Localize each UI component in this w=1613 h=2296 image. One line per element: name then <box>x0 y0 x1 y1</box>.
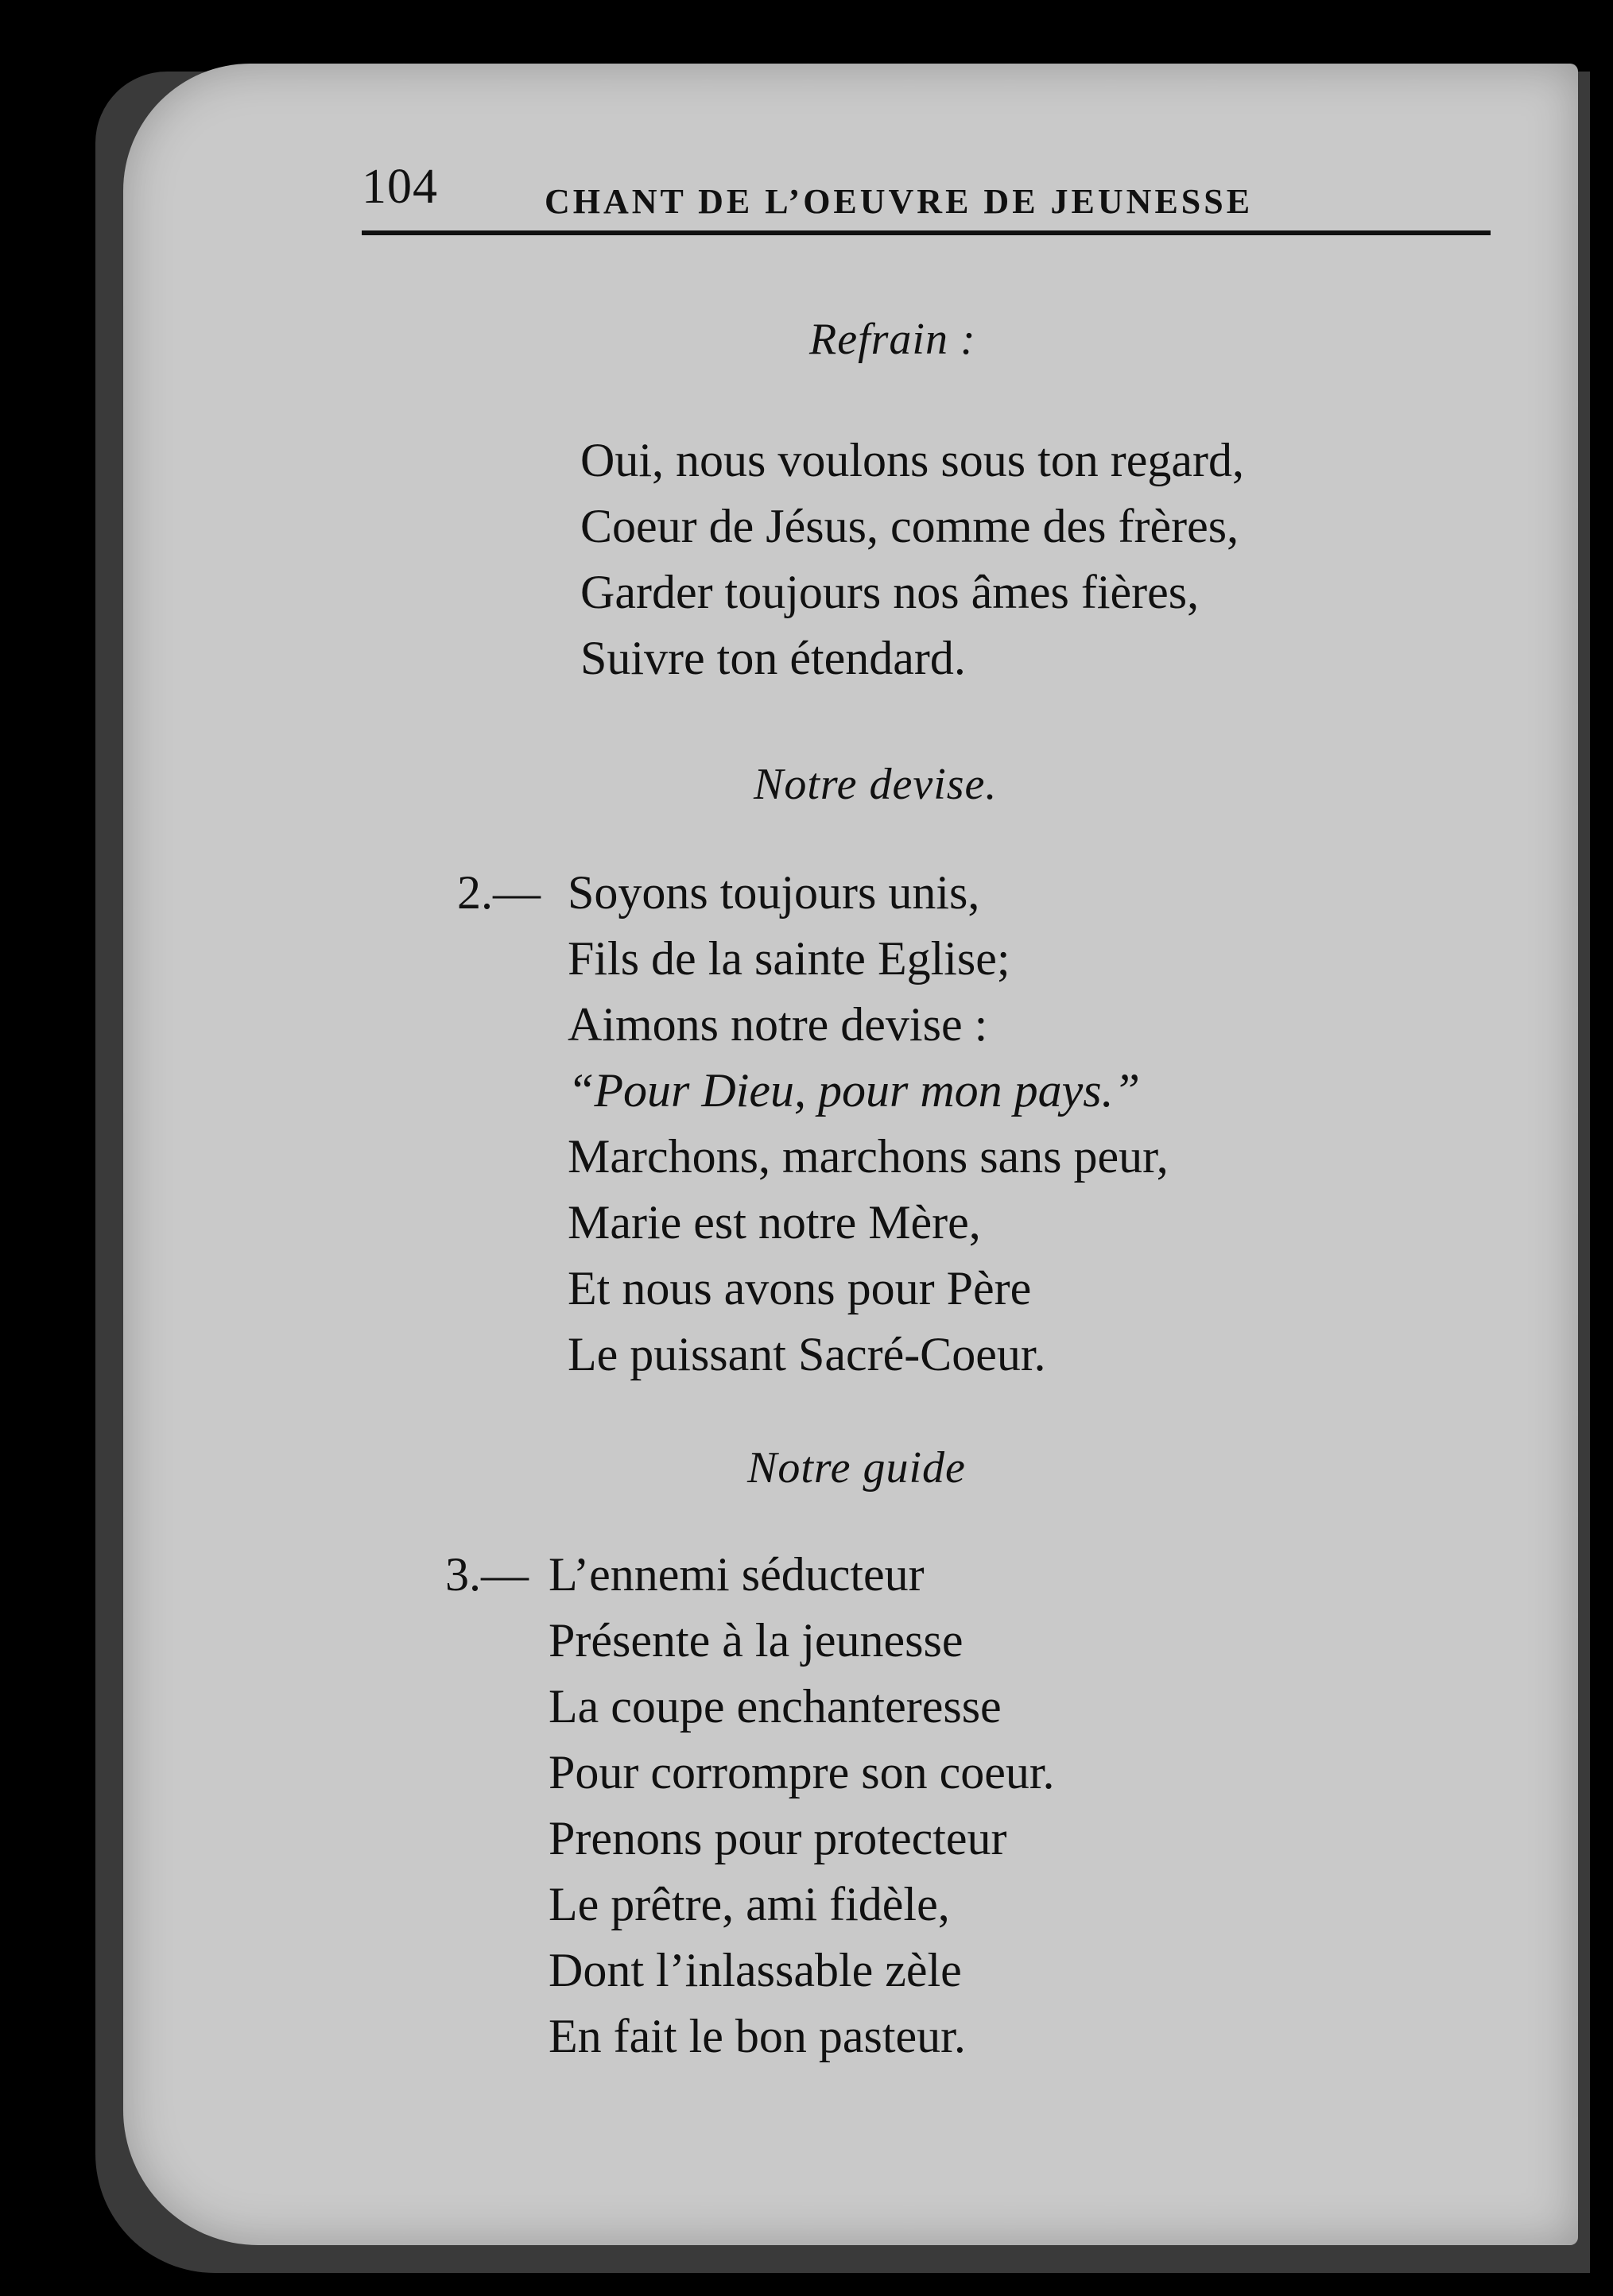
refrain-line: Garder toujours nos âmes fières, <box>580 566 1200 618</box>
stanza3-heading: Notre guide <box>747 1443 966 1493</box>
running-header <box>362 149 1491 237</box>
refrain-line: Oui, nous voulons sous ton regard, <box>580 434 1244 486</box>
stanza3-lines <box>549 1542 1055 2069</box>
stanza3-line: En fait le bon pasteur. <box>549 2010 966 2062</box>
page-number: 104 <box>362 160 438 214</box>
header-rule <box>362 230 1491 235</box>
stanza2-heading: Notre devise. <box>754 760 998 809</box>
stanza2-motto-line: “Pour Dieu, pour mon pays.” <box>568 1064 1141 1117</box>
stanza2-line: Le puissant Sacré-Coeur. <box>568 1328 1046 1380</box>
stanza3-line: Le prêtre, ami fidèle, <box>549 1878 950 1930</box>
stanza2-lines <box>568 860 1169 1388</box>
stanza2-line: Marie est notre Mère, <box>568 1196 981 1249</box>
refrain-line: Coeur de Jésus, comme des frères, <box>580 500 1239 552</box>
stanza2-line: Aimons notre devise : <box>568 998 988 1051</box>
stanza2-line: Marchons, marchons sans peur, <box>568 1130 1169 1183</box>
stanza3-line: La coupe enchanteresse <box>549 1680 1002 1733</box>
stanza2-number: 2.— <box>457 866 541 919</box>
stanza3-line: Prenons pour protecteur <box>549 1812 1007 1864</box>
stanza3-line: Présente à la jeunesse <box>549 1614 964 1667</box>
refrain-lines <box>580 428 1244 691</box>
stanza2-line: Fils de la sainte Eglise; <box>568 932 1010 985</box>
refrain-line: Suivre ton étendard. <box>580 632 966 684</box>
stanza3-line: L’ennemi séducteur <box>549 1548 925 1601</box>
refrain-heading: Refrain : <box>809 315 976 364</box>
stanza3-line: Pour corrompre son coeur. <box>549 1746 1055 1798</box>
stanza3-number: 3.— <box>445 1548 529 1601</box>
running-title: CHANT DE L’OEUVRE DE JEUNESSE <box>545 182 1254 221</box>
stanza2-line: Et nous avons pour Père <box>568 1262 1032 1314</box>
stanza2-line: Soyons toujours unis, <box>568 866 980 919</box>
stanza3-line: Dont l’inlassable zèle <box>549 1944 962 1996</box>
